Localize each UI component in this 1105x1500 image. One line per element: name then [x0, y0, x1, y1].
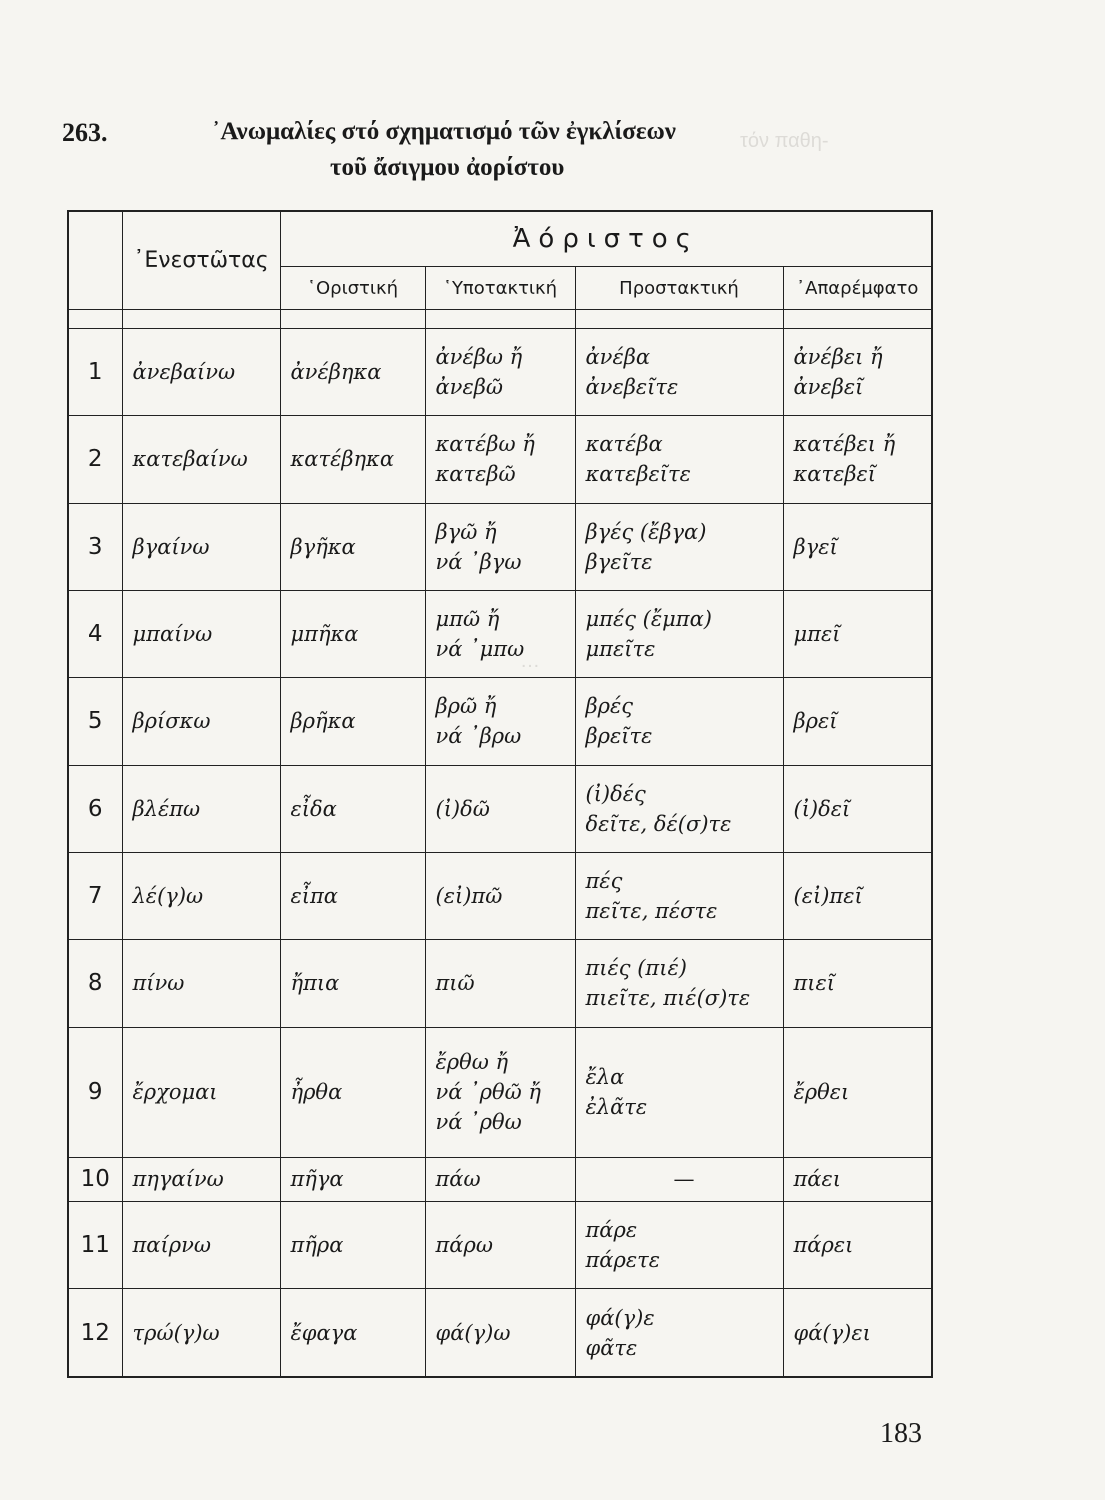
row-number: 1 — [68, 329, 122, 416]
subjunctive-form: βγῶ ἤ — [435, 519, 497, 544]
bleed-through-text: τόν παθη- — [740, 130, 829, 152]
subjunctive-form: νά ᾿μπω — [435, 637, 525, 662]
table-row — [68, 678, 932, 765]
imperative-forms — [575, 1289, 783, 1377]
subjunctive-form: μπῶ ἤ — [435, 607, 500, 632]
imperative-form: (ἰ)δές — [585, 781, 646, 806]
subjunctive-form: (εἰ)πῶ — [435, 884, 503, 909]
row-number: 3 — [68, 503, 122, 590]
section-number: 263. — [62, 118, 108, 147]
indicative-form: πῆγα — [280, 1157, 425, 1201]
infinitive-form: πάει — [793, 1167, 841, 1192]
indicative-form: ἔφαγα — [280, 1289, 425, 1377]
imperative-form: πάρετε — [585, 1248, 660, 1273]
table-row — [68, 765, 932, 852]
row-number: 2 — [68, 416, 122, 503]
imperative-form: κατεβεῖτε — [585, 462, 691, 487]
imperative-form: φᾶτε — [585, 1335, 638, 1360]
infinitive-forms — [783, 1157, 932, 1201]
indicative-form: ἦρθα — [280, 1027, 425, 1157]
present-form: τρώ(γ)ω — [122, 1289, 280, 1377]
subjunctive-forms — [425, 1027, 575, 1157]
imperative-forms — [575, 678, 783, 765]
table-body — [68, 310, 932, 1378]
table-row — [68, 940, 932, 1027]
subjunctive-forms — [425, 329, 575, 416]
infinitive-forms — [783, 416, 932, 503]
imperative-forms — [575, 940, 783, 1027]
infinitive-form: βγεῖ — [793, 534, 838, 559]
imperative-form: βρές — [585, 694, 634, 719]
infinitive-column-header: ᾿Απαρέμφατο — [783, 267, 932, 310]
indicative-column-header: ῾Οριστική — [280, 267, 425, 310]
subjunctive-forms — [425, 678, 575, 765]
present-form: μπαίνω — [122, 590, 280, 677]
aorist-irregularities-table — [67, 210, 933, 1378]
imperative-form: πές — [585, 869, 623, 894]
subjunctive-forms — [425, 940, 575, 1027]
subjunctive-form: κατεβῶ — [435, 462, 516, 487]
infinitive-forms — [783, 329, 932, 416]
subjunctive-form: πάω — [435, 1167, 481, 1192]
subjunctive-form: πάρω — [435, 1233, 493, 1258]
infinitive-forms — [783, 765, 932, 852]
present-form: ἀνεβαίνω — [122, 329, 280, 416]
infinitive-form: φά(γ)ει — [793, 1320, 871, 1345]
aorist-group-header: Ἀόριστος — [280, 211, 932, 267]
header-spacer-row — [68, 310, 932, 329]
present-form: βλέπω — [122, 765, 280, 852]
subjunctive-form: νά ᾿βρω — [435, 724, 522, 749]
indicative-form: κατέβηκα — [280, 416, 425, 503]
present-form: πίνω — [122, 940, 280, 1027]
subjunctive-forms — [425, 1289, 575, 1377]
present-form: βρίσκω — [122, 678, 280, 765]
subjunctive-forms — [425, 416, 575, 503]
subjunctive-form: ἀνέβω ἤ — [435, 345, 523, 370]
imperative-forms — [575, 852, 783, 939]
imperative-forms — [575, 1202, 783, 1289]
subjunctive-form: πιῶ — [435, 971, 475, 996]
table-row — [68, 590, 932, 677]
subjunctive-form: νά ᾿ρθῶ ἤ — [435, 1080, 541, 1105]
imperative-forms — [575, 416, 783, 503]
row-number: 8 — [68, 940, 122, 1027]
table-row — [68, 416, 932, 503]
imperative-forms — [575, 1157, 783, 1201]
imperative-forms — [575, 1027, 783, 1157]
infinitive-forms — [783, 1289, 932, 1377]
infinitive-form: κατεβεῖ — [793, 462, 876, 487]
infinitive-form: μπεῖ — [793, 622, 841, 647]
table-row — [68, 1202, 932, 1289]
infinitive-forms — [783, 1027, 932, 1157]
imperative-form: — — [673, 1167, 695, 1192]
present-form: κατεβαίνω — [122, 416, 280, 503]
imperative-form: φά(γ)ε — [585, 1305, 655, 1330]
table-row — [68, 1027, 932, 1157]
imperative-form: ἐλᾶτε — [585, 1095, 648, 1120]
indicative-form: πῆρα — [280, 1202, 425, 1289]
number-column-header — [68, 211, 122, 310]
imperative-form: πεῖτε, πέστε — [585, 899, 718, 924]
section-title-line-1: ᾿Ανωμαλίες στό σχηματισμό τῶν ἐγκλίσεων — [212, 118, 676, 145]
page-number: 183 — [880, 1418, 922, 1449]
table-row — [68, 1289, 932, 1377]
subjunctive-form: ἀνεβῶ — [435, 375, 503, 400]
present-column-header: ᾿Ενεστῶτας — [122, 211, 280, 310]
infinitive-form: ἀνεβεῖ — [793, 375, 864, 400]
imperative-form: ἔλα — [585, 1065, 625, 1090]
imperative-form: πάρε — [585, 1218, 638, 1243]
infinitive-form: πάρει — [793, 1233, 854, 1258]
infinitive-forms — [783, 940, 932, 1027]
table-row — [68, 852, 932, 939]
imperative-form: ἀνέβα — [585, 345, 651, 370]
imperative-forms — [575, 503, 783, 590]
row-number: 12 — [68, 1289, 122, 1377]
infinitive-form: ἀνέβει ἤ — [793, 345, 883, 370]
subjunctive-forms — [425, 1202, 575, 1289]
subjunctive-forms — [425, 590, 575, 677]
indicative-form: ἀνέβηκα — [280, 329, 425, 416]
row-number: 10 — [68, 1157, 122, 1201]
infinitive-form: ἔρθει — [793, 1080, 850, 1105]
imperative-forms — [575, 590, 783, 677]
infinitive-forms — [783, 678, 932, 765]
present-form: ἔρχομαι — [122, 1027, 280, 1157]
imperative-column-header: Προστακτική — [575, 267, 783, 310]
imperative-form: πιεῖτε, πιέ(σ)τε — [585, 986, 751, 1011]
infinitive-form: (ἰ)δεῖ — [793, 796, 851, 821]
indicative-form: ἤπια — [280, 940, 425, 1027]
table-row — [68, 503, 932, 590]
subjunctive-column-header: ῾Υποτακτική — [425, 267, 575, 310]
bleed-through-text: … — [520, 650, 540, 672]
imperative-form: μπές (ἔμπα) — [585, 607, 712, 632]
subjunctive-form: βρῶ ἤ — [435, 694, 497, 719]
row-number: 11 — [68, 1202, 122, 1289]
subjunctive-forms — [425, 503, 575, 590]
section-title-line-2: τοῦ ἄσιγμου ἀορίστου — [330, 154, 565, 181]
indicative-form: εἶδα — [280, 765, 425, 852]
imperative-form: βγεῖτε — [585, 549, 653, 574]
subjunctive-forms — [425, 852, 575, 939]
row-number: 6 — [68, 765, 122, 852]
infinitive-form: κατέβει ἤ — [793, 432, 896, 457]
infinitive-form: βρεῖ — [793, 709, 838, 734]
subjunctive-forms — [425, 1157, 575, 1201]
indicative-form: βρῆκα — [280, 678, 425, 765]
subjunctive-form: κατέβω ἤ — [435, 432, 535, 457]
present-form: λέ(γ)ω — [122, 852, 280, 939]
row-number: 9 — [68, 1027, 122, 1157]
infinitive-forms — [783, 852, 932, 939]
table-row — [68, 329, 932, 416]
subjunctive-form: (ἰ)δῶ — [435, 796, 490, 821]
present-form: πηγαίνω — [122, 1157, 280, 1201]
row-number: 5 — [68, 678, 122, 765]
indicative-form: εἶπα — [280, 852, 425, 939]
subjunctive-form: νά ᾿ρθω — [435, 1110, 522, 1135]
present-form: βγαίνω — [122, 503, 280, 590]
infinitive-form: πιεῖ — [793, 971, 836, 996]
infinitive-forms — [783, 1202, 932, 1289]
infinitive-forms — [783, 590, 932, 677]
imperative-form: ἀνεβεῖτε — [585, 375, 679, 400]
subjunctive-forms — [425, 765, 575, 852]
imperative-form: κατέβα — [585, 432, 663, 457]
imperative-form: δεῖτε, δέ(σ)τε — [585, 811, 732, 836]
imperative-form: βρεῖτε — [585, 724, 653, 749]
table-row — [68, 1157, 932, 1201]
imperative-form: βγές (ἔβγα) — [585, 519, 707, 544]
subjunctive-form: νά ᾿βγω — [435, 549, 522, 574]
imperative-forms — [575, 329, 783, 416]
indicative-form: μπῆκα — [280, 590, 425, 677]
imperative-form: πιές (πιέ) — [585, 956, 687, 981]
infinitive-forms — [783, 503, 932, 590]
row-number: 4 — [68, 590, 122, 677]
indicative-form: βγῆκα — [280, 503, 425, 590]
imperative-forms — [575, 765, 783, 852]
infinitive-form: (εἰ)πεῖ — [793, 884, 863, 909]
row-number: 7 — [68, 852, 122, 939]
subjunctive-form: ἔρθω ἤ — [435, 1050, 509, 1075]
imperative-form: μπεῖτε — [585, 637, 656, 662]
present-form: παίρνω — [122, 1202, 280, 1289]
subjunctive-form: φά(γ)ω — [435, 1320, 511, 1345]
